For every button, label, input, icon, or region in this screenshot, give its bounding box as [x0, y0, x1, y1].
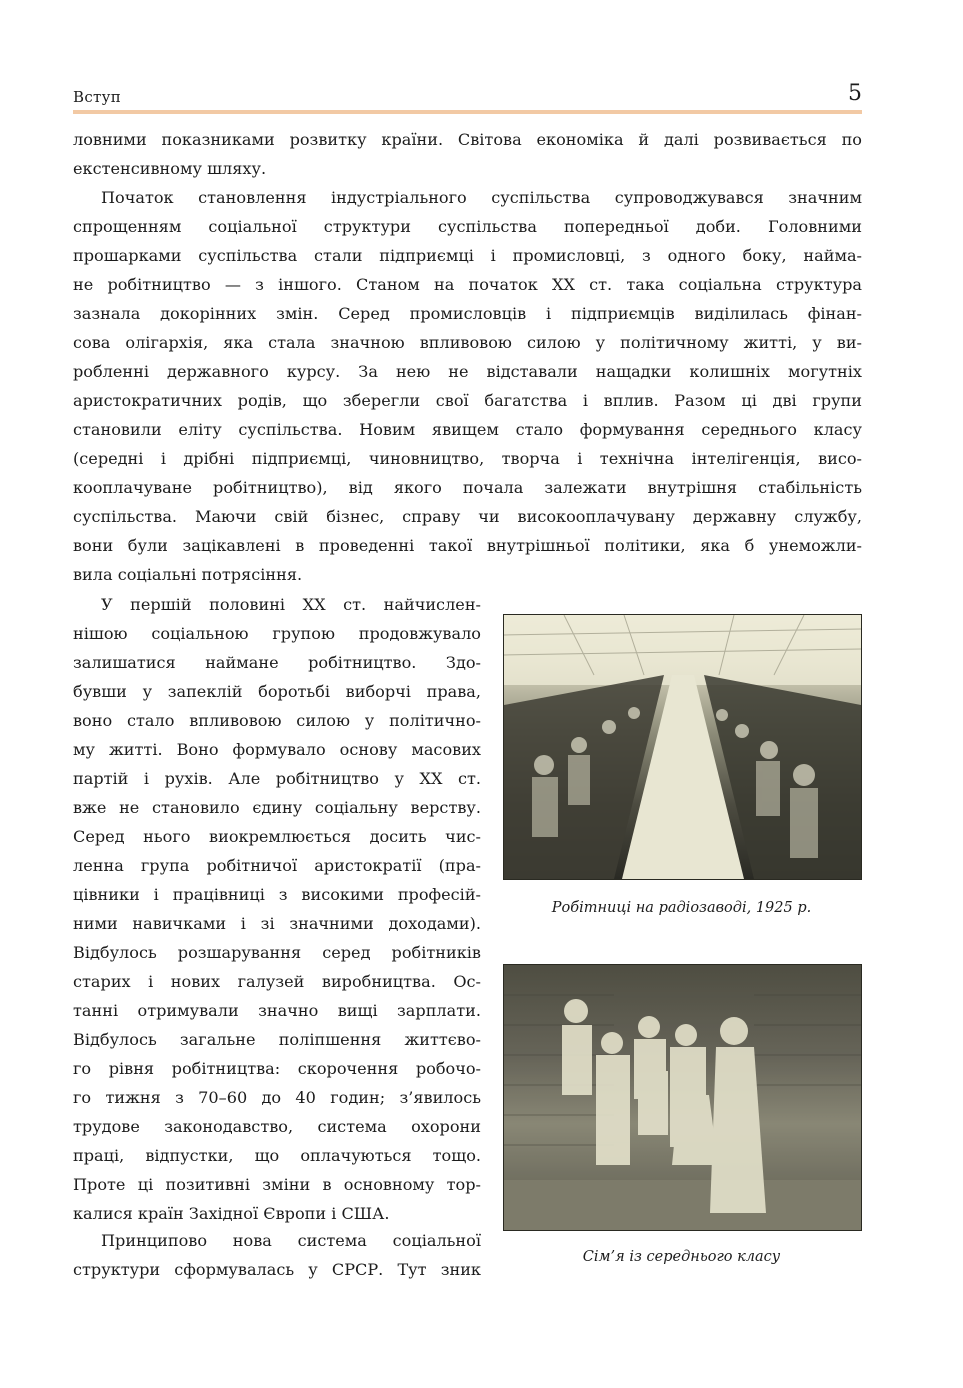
text-line: вила соціальні потрясіння. — [73, 565, 303, 584]
text-line: Принципово нова система соціальної — [101, 1231, 481, 1250]
text-line: екстенсивному шляху. — [73, 159, 267, 178]
text-line: Відбулось загальне поліпшення життєво- — [73, 1030, 481, 1049]
paragraph-4 — [73, 1226, 481, 1284]
family-photo-art — [504, 965, 861, 1230]
text-line: старих і нових галузей виробництва. Ос- — [73, 972, 481, 991]
text-line: му житті. Воно формувало основу масових — [73, 740, 481, 759]
middle-class-family-photo — [503, 964, 862, 1231]
text-line: сова олігархія, яка стала значною впливовою силою у політичному житті, у ви- — [73, 333, 862, 352]
running-head — [73, 81, 862, 112]
paragraph-1 — [73, 125, 862, 183]
text-line: праці, відпустки, що оплачуються тощо. — [73, 1146, 481, 1165]
text-line: становили еліту суспільства. Новим явищем стало формування середнього класу — [73, 420, 862, 439]
text-line: танні отримували значно вищі зарплати. — [73, 1001, 481, 1020]
figure-caption: Робітниці на радіозаводі, 1925 р. — [551, 900, 812, 916]
header-rule — [73, 110, 862, 114]
text-line: Відбулось розшарування серед робітників — [73, 943, 481, 962]
text-line: структури сформувалась у СРСР. Тут зник — [73, 1260, 481, 1279]
text-line: ленна група робітничої аристократії (пра- — [73, 856, 481, 875]
text-line: вони були зацікавлені в проведенні такої внутрішньої політики, яка б унеможли- — [73, 536, 862, 555]
text-line: трудове законодавство, система охорони — [73, 1117, 481, 1136]
text-line: У першій половині XX ст. найчислен- — [101, 595, 481, 614]
section-title: Вступ — [73, 88, 122, 106]
figure-caption: Сім’я із середнього класу — [582, 1249, 781, 1265]
text-line: не робітництво — з іншого. Станом на початок XX ст. така соціальна структура — [73, 275, 862, 294]
text-line: вже не становило єдину соціальну верству. — [73, 798, 481, 817]
text-line: зазнала докорінних змін. Серед промисловців і підприємців виділилась фінан- — [73, 304, 862, 323]
text-line: го тижня з 70–60 до 40 годин; з’явилось — [73, 1088, 481, 1107]
page-number: 5 — [848, 81, 862, 106]
text-line: Початок становлення індустріального суспільства супроводжувався значним — [101, 188, 862, 207]
text-line: го рівня робітництва: скорочення робочо- — [73, 1059, 481, 1078]
text-line: бувши у запеклій боротьбі виборчі права, — [73, 682, 481, 701]
text-line: Серед нього виокремлюється досить чис- — [73, 827, 481, 846]
text-line: (середні і дрібні підприємці, чиновництво, творча і технічна інтелігенція, висо- — [73, 449, 862, 468]
text-line: суспільства. Маючи свій бізнес, справу чи високооплачувану державну службу, — [73, 507, 862, 526]
text-line: залишатися наймане робітництво. Здо- — [73, 653, 481, 672]
text-line: воно стало впливовою силою у політично- — [73, 711, 481, 730]
paragraph-3 — [73, 590, 481, 1228]
text-line: Проте ці позитивні зміни в основному тор- — [73, 1175, 481, 1194]
text-line: нішою соціальною групою продовжувало — [73, 624, 481, 643]
text-line: цівники і працівниці з високими професій- — [73, 885, 481, 904]
text-line: робленні державного курсу. За нею не відставали нащадки колишніх могутніх — [73, 362, 862, 381]
factory-workers-photo — [503, 614, 862, 880]
paragraph-2 — [73, 183, 862, 589]
text-line: партій і рухів. Але робітництво у XX ст. — [73, 769, 481, 788]
text-line: ловними показниками розвитку країни. Світова економіка й далі розвивається по — [73, 130, 862, 149]
text-line: прошарками суспільства стали підприємці і промисловці, з одного боку, найма- — [73, 246, 862, 265]
text-line: спрощенням соціальної структури суспільства попередньої доби. Головними — [73, 217, 862, 236]
text-line: кооплачуване робітництво), від якого почала залежати внутрішня стабільність — [73, 478, 862, 497]
text-line: ними навичками і зі значними доходами). — [73, 914, 481, 933]
text-line: калися країн Західної Європи і США. — [73, 1204, 390, 1223]
factory-photo-art — [504, 615, 861, 879]
text-line: аристократичних родів, що зберегли свої багатства і вплив. Разом ці дві групи — [73, 391, 862, 410]
